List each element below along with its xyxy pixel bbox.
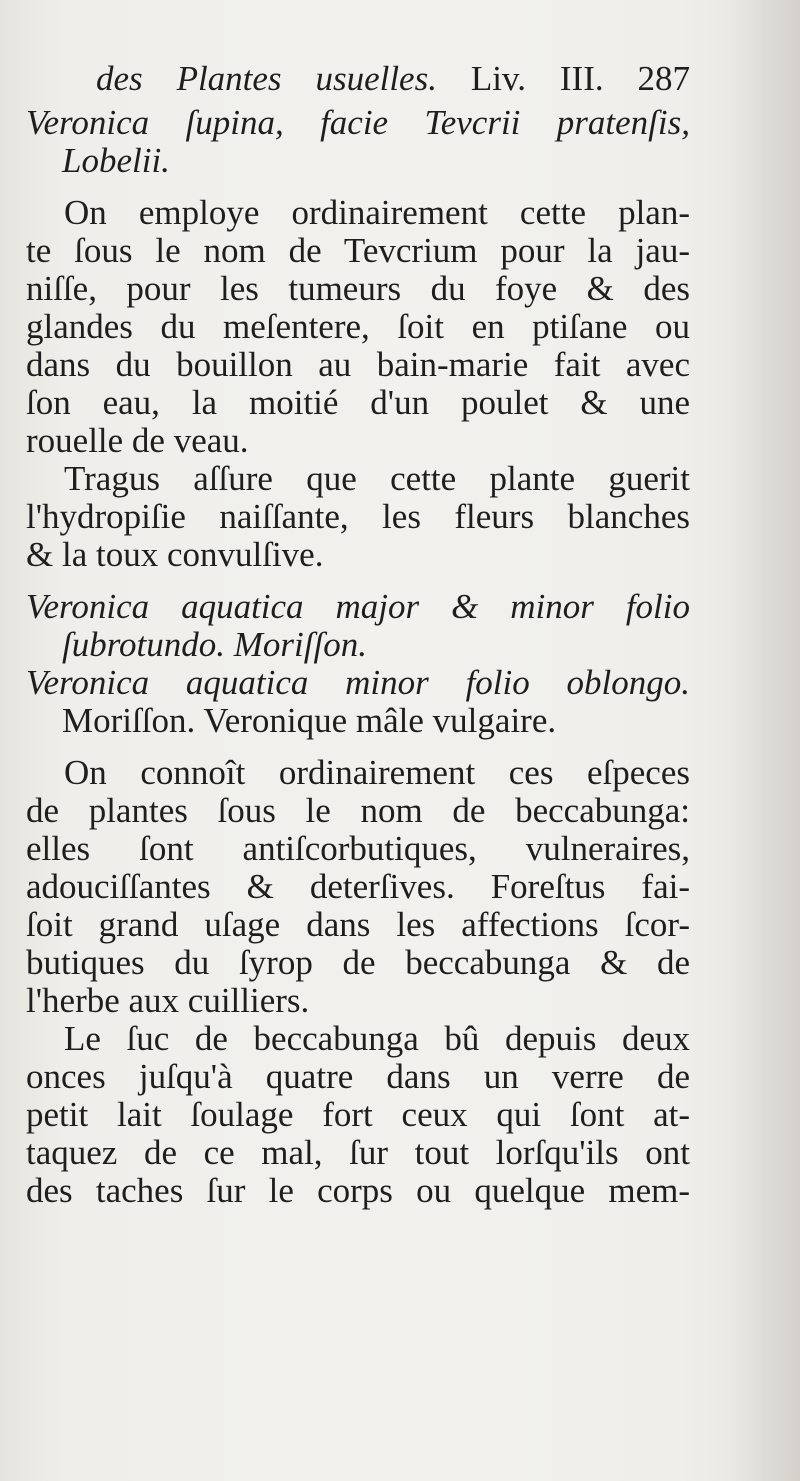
text-line: Veronica aquatica minor folio oblongo. — [26, 663, 690, 702]
text-line: Le ſuc de beccabunga bû depuis deux — [64, 1019, 690, 1058]
text-line: Lobelii. — [62, 141, 170, 180]
text-line: niſſe, pour les tumeurs du foye & des — [26, 269, 690, 308]
text-line: l'herbe aux cuilliers. — [26, 981, 310, 1020]
text-line: butiques du ſyrop de beccabunga & de — [26, 943, 690, 982]
running-header — [26, 60, 690, 98]
text-line: ſoit grand uſage dans les affections ſcor- — [26, 905, 690, 944]
text-line: On employe ordinairement cette plan- — [64, 193, 690, 232]
page-edge-shadow — [730, 0, 800, 1481]
text-line: & la toux convulſive. — [26, 535, 324, 574]
text-line: Tragus aſſure que cette plante guerit — [64, 459, 690, 498]
text-line: rouelle de veau. — [26, 421, 249, 460]
text-line: elles ſont antiſcorbutiques, vulneraires, — [26, 829, 690, 868]
text-line: de plantes ſous le nom de beccabunga: — [26, 791, 690, 830]
text-line: Moriſſon. Veronique mâle vulgaire. — [62, 701, 557, 740]
text-line: l'hydropiſie naiſſante, les fleurs blanches — [26, 497, 690, 536]
text-line: Veronica ſupina, facie Tevcrii pratenſis, — [26, 103, 690, 142]
text-line: taquez de ce mal, ſur tout lorſqu'ils ont — [26, 1133, 690, 1172]
text-line: onces juſqu'à quatre dans un verre de — [26, 1057, 690, 1096]
text-line: glandes du meſentere, ſoit en ptiſane ou — [26, 307, 690, 346]
text-line: On connoît ordinairement ces eſpeces — [64, 753, 690, 792]
text-line: dans du bouillon au bain-marie fait avec — [26, 345, 690, 384]
header-title: des Plantes usuelles. — [96, 59, 437, 98]
text-line: des taches ſur le corps ou quelque mem- — [26, 1171, 690, 1210]
text-line: Veronica aquatica major & minor folio — [26, 587, 690, 626]
text-line: ſubrotundo. Moriſſon. — [62, 625, 367, 664]
text-line: ſon eau, la moitié d'un poulet & une — [26, 383, 690, 422]
header-book: Liv. III. — [470, 59, 604, 98]
text-line: petit lait ſoulage fort ceux qui ſont at- — [26, 1095, 690, 1134]
page-number: 287 — [637, 59, 691, 98]
page-text — [26, 60, 690, 1210]
text-line: adouciſſantes & deterſives. Foreſtus fai- — [26, 867, 690, 906]
text-line: te ſous le nom de Tevcrium pour la jau- — [26, 231, 690, 270]
